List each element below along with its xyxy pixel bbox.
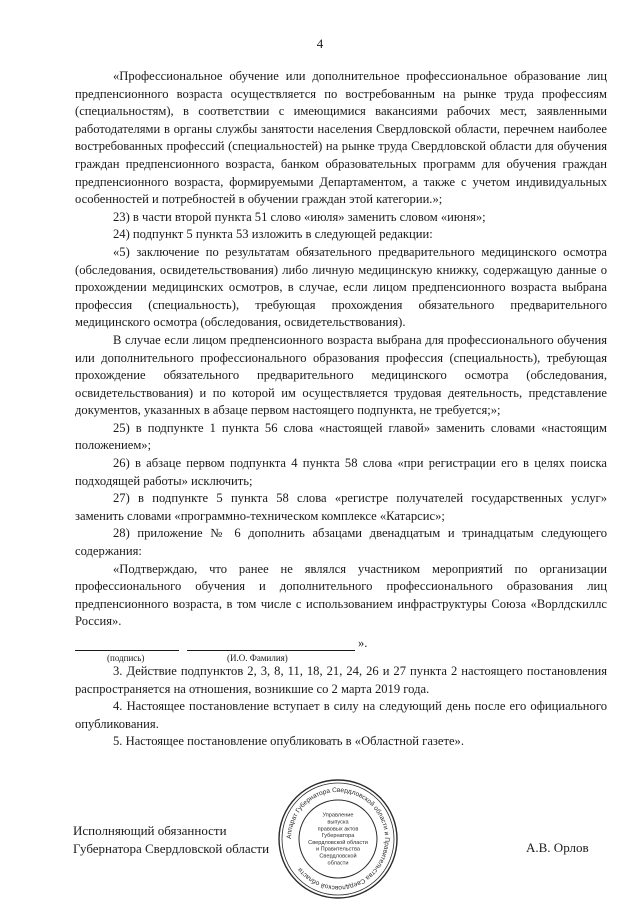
paragraph-section-3: 3. Действие подпунктов 2, 3, 8, 11, 18, 21, 24, 26 и 27 пункта 2 настоящего постановления распространяется на отношения, возникшие со 2 марта 2019 года. — [75, 664, 607, 696]
signer-title-line-1: Исполняющий обязанности — [73, 823, 227, 838]
paragraph-item-28: 28) приложение № 6 дополнить абзацами двенадцатым и тринадцатым следующего содержания: — [75, 526, 607, 559]
paragraph-section-5: 5. Настоящее постановление опубликовать в «Областной газете». — [113, 734, 465, 749]
paragraph-item-23: 23) в части второй пункта 51 слово «июля» заменить словом «июня»; — [113, 209, 486, 224]
stamp-inner-line: Губернатора — [321, 833, 355, 840]
stamp-inner-line: выпуска — [327, 819, 349, 826]
paragraph-subitem-5: «5) заключение по результатам обязательного предварительного медицинского осмотра (обследования, освидетельствования) либо личную медицинскую книжку, содержащую данные о прохождении медицинских осмотров, в случае, если лицом предпенсионного возраста выбрана профессия (специальность), требующая прохождения обязательного предварительного медицинского осмотра (обследования, освидетельствования). — [75, 244, 607, 330]
stamp-ring-text: Аппарат Губернатора Свердловской области и Правительства Свердловской области — [285, 786, 391, 892]
paragraph-section-4: 4. Настоящее постановление вступает в силу на следующий день после его официального опубликования. — [75, 699, 607, 731]
signer-title — [73, 822, 269, 858]
stamp-inner-line: и Правительства — [316, 846, 360, 853]
paragraph-item-26: 26) в абзаце первом подпункта 4 пункта 58 слова «при регистрации его в целях поиска подходящей работы» исключить; — [75, 456, 607, 488]
paragraph-medical-exam-case: В случае если лицом предпенсионного возраста выбрана для профессионального обучения или дополнительного профессионального образования профессия (специальность), требующая прохождение обязательного предварительного медицинского осмотра (обследования, освидетельствования) и по которой им осуществляется трудовая деятельность, представление документов, указанных в абзаце первом настоящего подпункта, не требуется;»; — [75, 332, 607, 418]
stamp-inner-line: Свердловской — [319, 853, 357, 860]
stamp-inner-line: правовых актов — [317, 826, 359, 833]
official-stamp — [276, 777, 400, 901]
stamp-inner-line: Управление — [322, 812, 354, 819]
paragraph-professional-training: «Профессиональное обучение или дополнительное профессиональное образование лиц предпенсионного возраста осуществляется по востребованным на рынке труда профессиям (специальностям), в соответствии с имеющимися вакансиями рабочих мест, заявленными работодателями в органы службы занятости населения Свердловской области, перечнем наиболее востребованных профессий (специальностей) на рынке труда Свердловской области для обучения граждан предпенсионного возраста, банком образовательных программ для обучения граждан предпенсионного возраста, формируемыми Департаментом, а также с учетом индивидуальных особенностей и потребностей в обучении граждан этой категории.»; — [75, 69, 607, 207]
stamp-inner-line: области — [327, 860, 349, 867]
paragraph-item-25: 25) в подпункте 1 пункта 56 слова «настоящей главой» заменить словами «настоящим положением»; — [75, 420, 607, 453]
signature-caption: (подпись) — [107, 653, 145, 663]
page-number: 4 — [316, 36, 324, 51]
signature-line — [75, 633, 607, 663]
paragraph-item-27: 27) в подпункте 5 пункта 58 слова «регистре получателей государственных услуг» заменить словами «программно-техническом комплексе «Катарсис»; — [75, 491, 607, 523]
signer-name: А.В. Орлов — [526, 840, 589, 855]
stamp-inner-line: Свердловской области — [308, 839, 368, 846]
signer-title-line-2: Губернатора Свердловской области — [73, 841, 270, 856]
name-underline — [187, 636, 355, 651]
name-caption: (И.О. Фамилия) — [227, 653, 288, 663]
closing-quote: ». — [358, 636, 368, 650]
document-body — [75, 68, 607, 751]
paragraph-item-24: 24) подпункт 5 пункта 53 изложить в следующей редакции: — [113, 227, 433, 242]
paragraph-confirmation: «Подтверждаю, что ранее не являлся участником мероприятий по организации профессионального обучения и дополнительного профессионального образования лиц предпенсионного возраста, в том числе с использованием инфраструктуры Союза «Ворлдскиллс Россия». — [75, 561, 607, 629]
signature-underline — [75, 636, 179, 651]
